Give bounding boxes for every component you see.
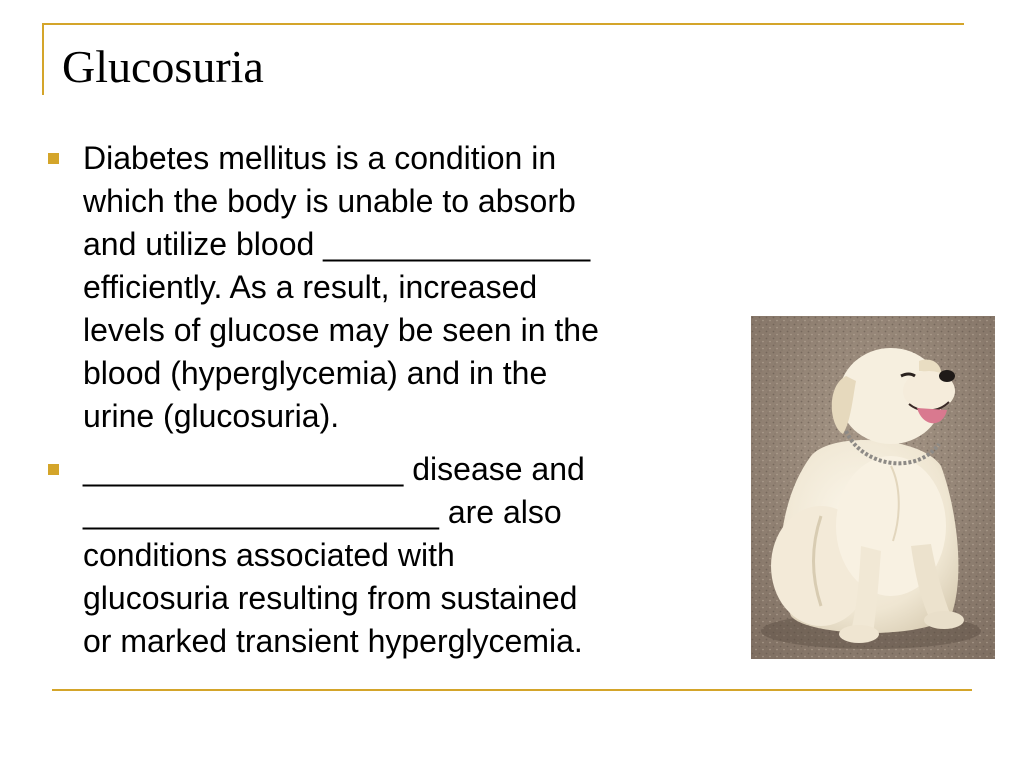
- square-bullet-icon: [48, 153, 59, 164]
- square-bullet-icon: [48, 464, 59, 475]
- bottom-rule: [52, 689, 972, 691]
- bullet-text: Diabetes mellitus is a condition in which the body is unable to absorb and utilize blood _______________ efficiently. As a result, increased levels of glucose may be seen in the blood (hyperglycemia) and in the urine (glucosuria).: [83, 140, 599, 434]
- bullet-item: [44, 137, 744, 438]
- bullet-item: [44, 448, 744, 663]
- title-rule-left: [42, 23, 44, 95]
- title-rule-top: [42, 23, 964, 25]
- slide-title: Glucosuria: [62, 41, 264, 92]
- dog-photo: [751, 316, 995, 659]
- bullet-text: __________________ disease and ____________________ are also conditions associated with glucosuria resulting from sustained or marked transient hyperglycemia.: [83, 451, 585, 659]
- bullet-list: [44, 137, 744, 673]
